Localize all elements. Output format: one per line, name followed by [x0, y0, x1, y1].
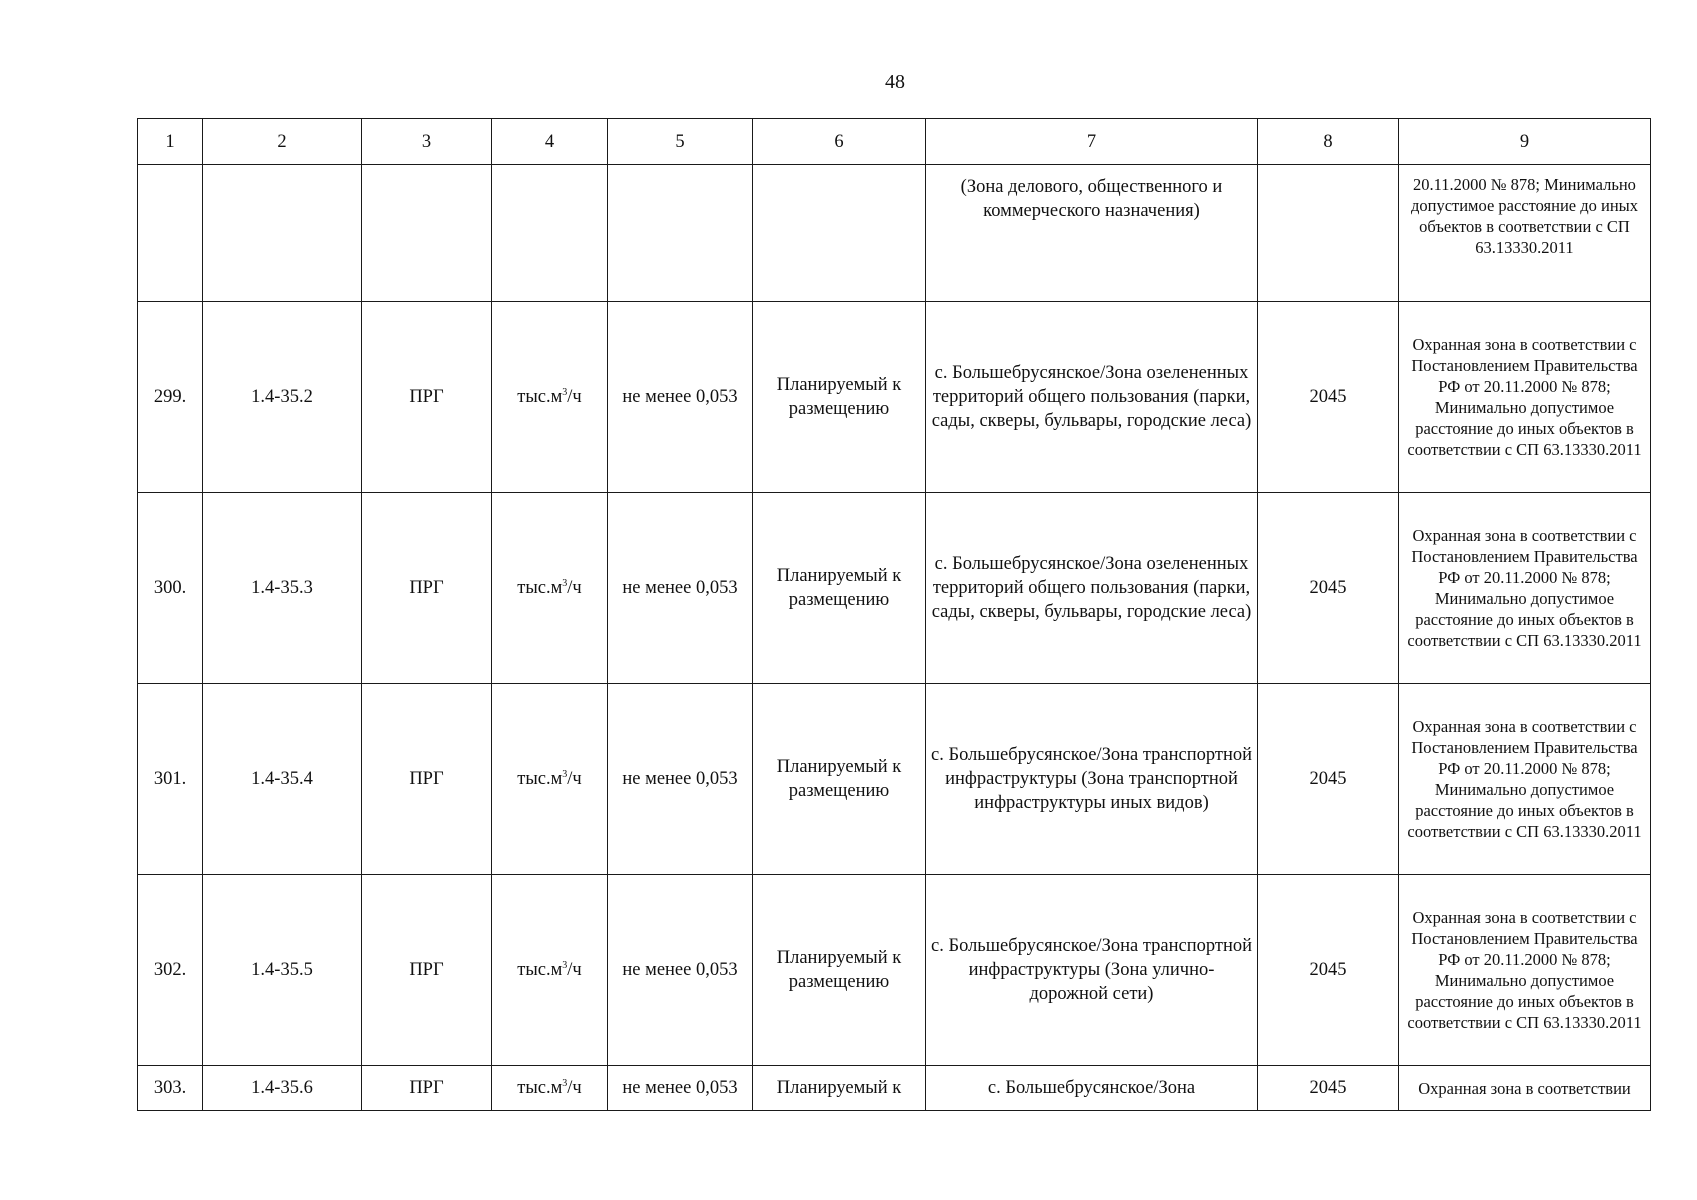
zone-cell: Охранная зона в соответствии — [1399, 1066, 1651, 1111]
empty-cell — [362, 165, 492, 302]
empty-cell — [1258, 165, 1399, 302]
unit-cell — [492, 302, 608, 493]
table-row — [138, 1066, 1651, 1111]
row-number-cell: 299. — [138, 302, 203, 493]
year-cell: 2045 — [1258, 493, 1399, 684]
year-cell: 2045 — [1258, 684, 1399, 875]
column-header: 1 — [138, 119, 203, 165]
unit-prefix: тыс.м — [517, 578, 563, 598]
location-cell: (Зона делового, общественного и коммерческого назначения) — [926, 165, 1258, 302]
table-row — [138, 684, 1651, 875]
column-header: 3 — [362, 119, 492, 165]
column-header: 6 — [753, 119, 926, 165]
empty-cell — [608, 165, 753, 302]
unit-exponent: 3 — [562, 769, 568, 780]
column-header: 8 — [1258, 119, 1399, 165]
unit-cell — [492, 493, 608, 684]
capacity-cell: не менее 0,053 — [608, 875, 753, 1066]
empty-cell — [138, 165, 203, 302]
column-number-header-row — [138, 119, 1651, 165]
status-cell: Планируемый к размещению — [753, 493, 926, 684]
column-header: 5 — [608, 119, 753, 165]
type-cell: ПРГ — [362, 684, 492, 875]
table-row — [138, 302, 1651, 493]
location-cell: с. Большебрусянское/Зона озелененных территорий общего пользования (парки, сады, скверы, бульвары, городские леса) — [926, 302, 1258, 493]
status-cell: Планируемый к — [753, 1066, 926, 1111]
code-cell: 1.4-35.2 — [203, 302, 362, 493]
code-cell: 1.4-35.6 — [203, 1066, 362, 1111]
row-number-cell: 300. — [138, 493, 203, 684]
code-cell: 1.4-35.5 — [203, 875, 362, 1066]
column-header: 4 — [492, 119, 608, 165]
location-cell: с. Большебрусянское/Зона транспортной инфраструктуры (Зона улично-дорожной сети) — [926, 875, 1258, 1066]
year-cell: 2045 — [1258, 875, 1399, 1066]
continuation-row — [138, 165, 1651, 302]
location-cell: с. Большебрусянское/Зона озелененных территорий общего пользования (парки, сады, скверы, бульвары, городские леса) — [926, 493, 1258, 684]
zone-cell: Охранная зона в соответствии с Постановлением Правительства РФ от 20.11.2000 № 878; Минимально допустимое расстояние до иных объектов в соответствии с СП 63.13330.2011 — [1399, 493, 1651, 684]
zone-cell: 20.11.2000 № 878; Минимально допустимое расстояние до иных объектов в соответствии с СП 63.13330.2011 — [1399, 165, 1651, 302]
unit-exponent: 3 — [562, 578, 568, 589]
unit-suffix: /ч — [567, 960, 582, 980]
type-cell: ПРГ — [362, 302, 492, 493]
type-cell: ПРГ — [362, 1066, 492, 1111]
unit-suffix: /ч — [567, 769, 582, 789]
zone-cell: Охранная зона в соответствии с Постановлением Правительства РФ от 20.11.2000 № 878; Минимально допустимое расстояние до иных объектов в соответствии с СП 63.13330.2011 — [1399, 302, 1651, 493]
empty-cell — [203, 165, 362, 302]
column-header: 9 — [1399, 119, 1651, 165]
unit-exponent: 3 — [562, 387, 568, 398]
unit-prefix: тыс.м — [517, 960, 563, 980]
unit-suffix: /ч — [567, 1078, 582, 1098]
column-header: 2 — [203, 119, 362, 165]
status-cell: Планируемый к размещению — [753, 875, 926, 1066]
unit-cell — [492, 684, 608, 875]
unit-suffix: /ч — [567, 387, 582, 407]
zone-cell: Охранная зона в соответствии с Постановлением Правительства РФ от 20.11.2000 № 878; Минимально допустимое расстояние до иных объектов в соответствии с СП 63.13330.2011 — [1399, 684, 1651, 875]
unit-prefix: тыс.м — [517, 769, 563, 789]
empty-cell — [753, 165, 926, 302]
code-cell: 1.4-35.3 — [203, 493, 362, 684]
year-cell: 2045 — [1258, 302, 1399, 493]
type-cell: ПРГ — [362, 875, 492, 1066]
type-cell: ПРГ — [362, 493, 492, 684]
facilities-table — [137, 118, 1651, 1111]
unit-cell — [492, 875, 608, 1066]
unit-prefix: тыс.м — [517, 1078, 563, 1098]
unit-exponent: 3 — [562, 960, 568, 971]
location-cell: с. Большебрусянское/Зона транспортной инфраструктуры (Зона транспортной инфраструктуры иных видов) — [926, 684, 1258, 875]
code-cell: 1.4-35.4 — [203, 684, 362, 875]
column-header: 7 — [926, 119, 1258, 165]
unit-cell — [492, 1066, 608, 1111]
capacity-cell: не менее 0,053 — [608, 1066, 753, 1111]
row-number-cell: 301. — [138, 684, 203, 875]
capacity-cell: не менее 0,053 — [608, 684, 753, 875]
page-number: 48 — [885, 71, 905, 93]
table-row — [138, 493, 1651, 684]
empty-cell — [492, 165, 608, 302]
location-cell: с. Большебрусянское/Зона — [926, 1066, 1258, 1111]
table-row — [138, 875, 1651, 1066]
zone-cell: Охранная зона в соответствии с Постановлением Правительства РФ от 20.11.2000 № 878; Минимально допустимое расстояние до иных объектов в соответствии с СП 63.13330.2011 — [1399, 875, 1651, 1066]
year-cell: 2045 — [1258, 1066, 1399, 1111]
row-number-cell: 303. — [138, 1066, 203, 1111]
status-cell: Планируемый к размещению — [753, 302, 926, 493]
unit-prefix: тыс.м — [517, 387, 563, 407]
status-cell: Планируемый к размещению — [753, 684, 926, 875]
capacity-cell: не менее 0,053 — [608, 493, 753, 684]
unit-suffix: /ч — [567, 578, 582, 598]
unit-exponent: 3 — [562, 1078, 568, 1089]
capacity-cell: не менее 0,053 — [608, 302, 753, 493]
row-number-cell: 302. — [138, 875, 203, 1066]
